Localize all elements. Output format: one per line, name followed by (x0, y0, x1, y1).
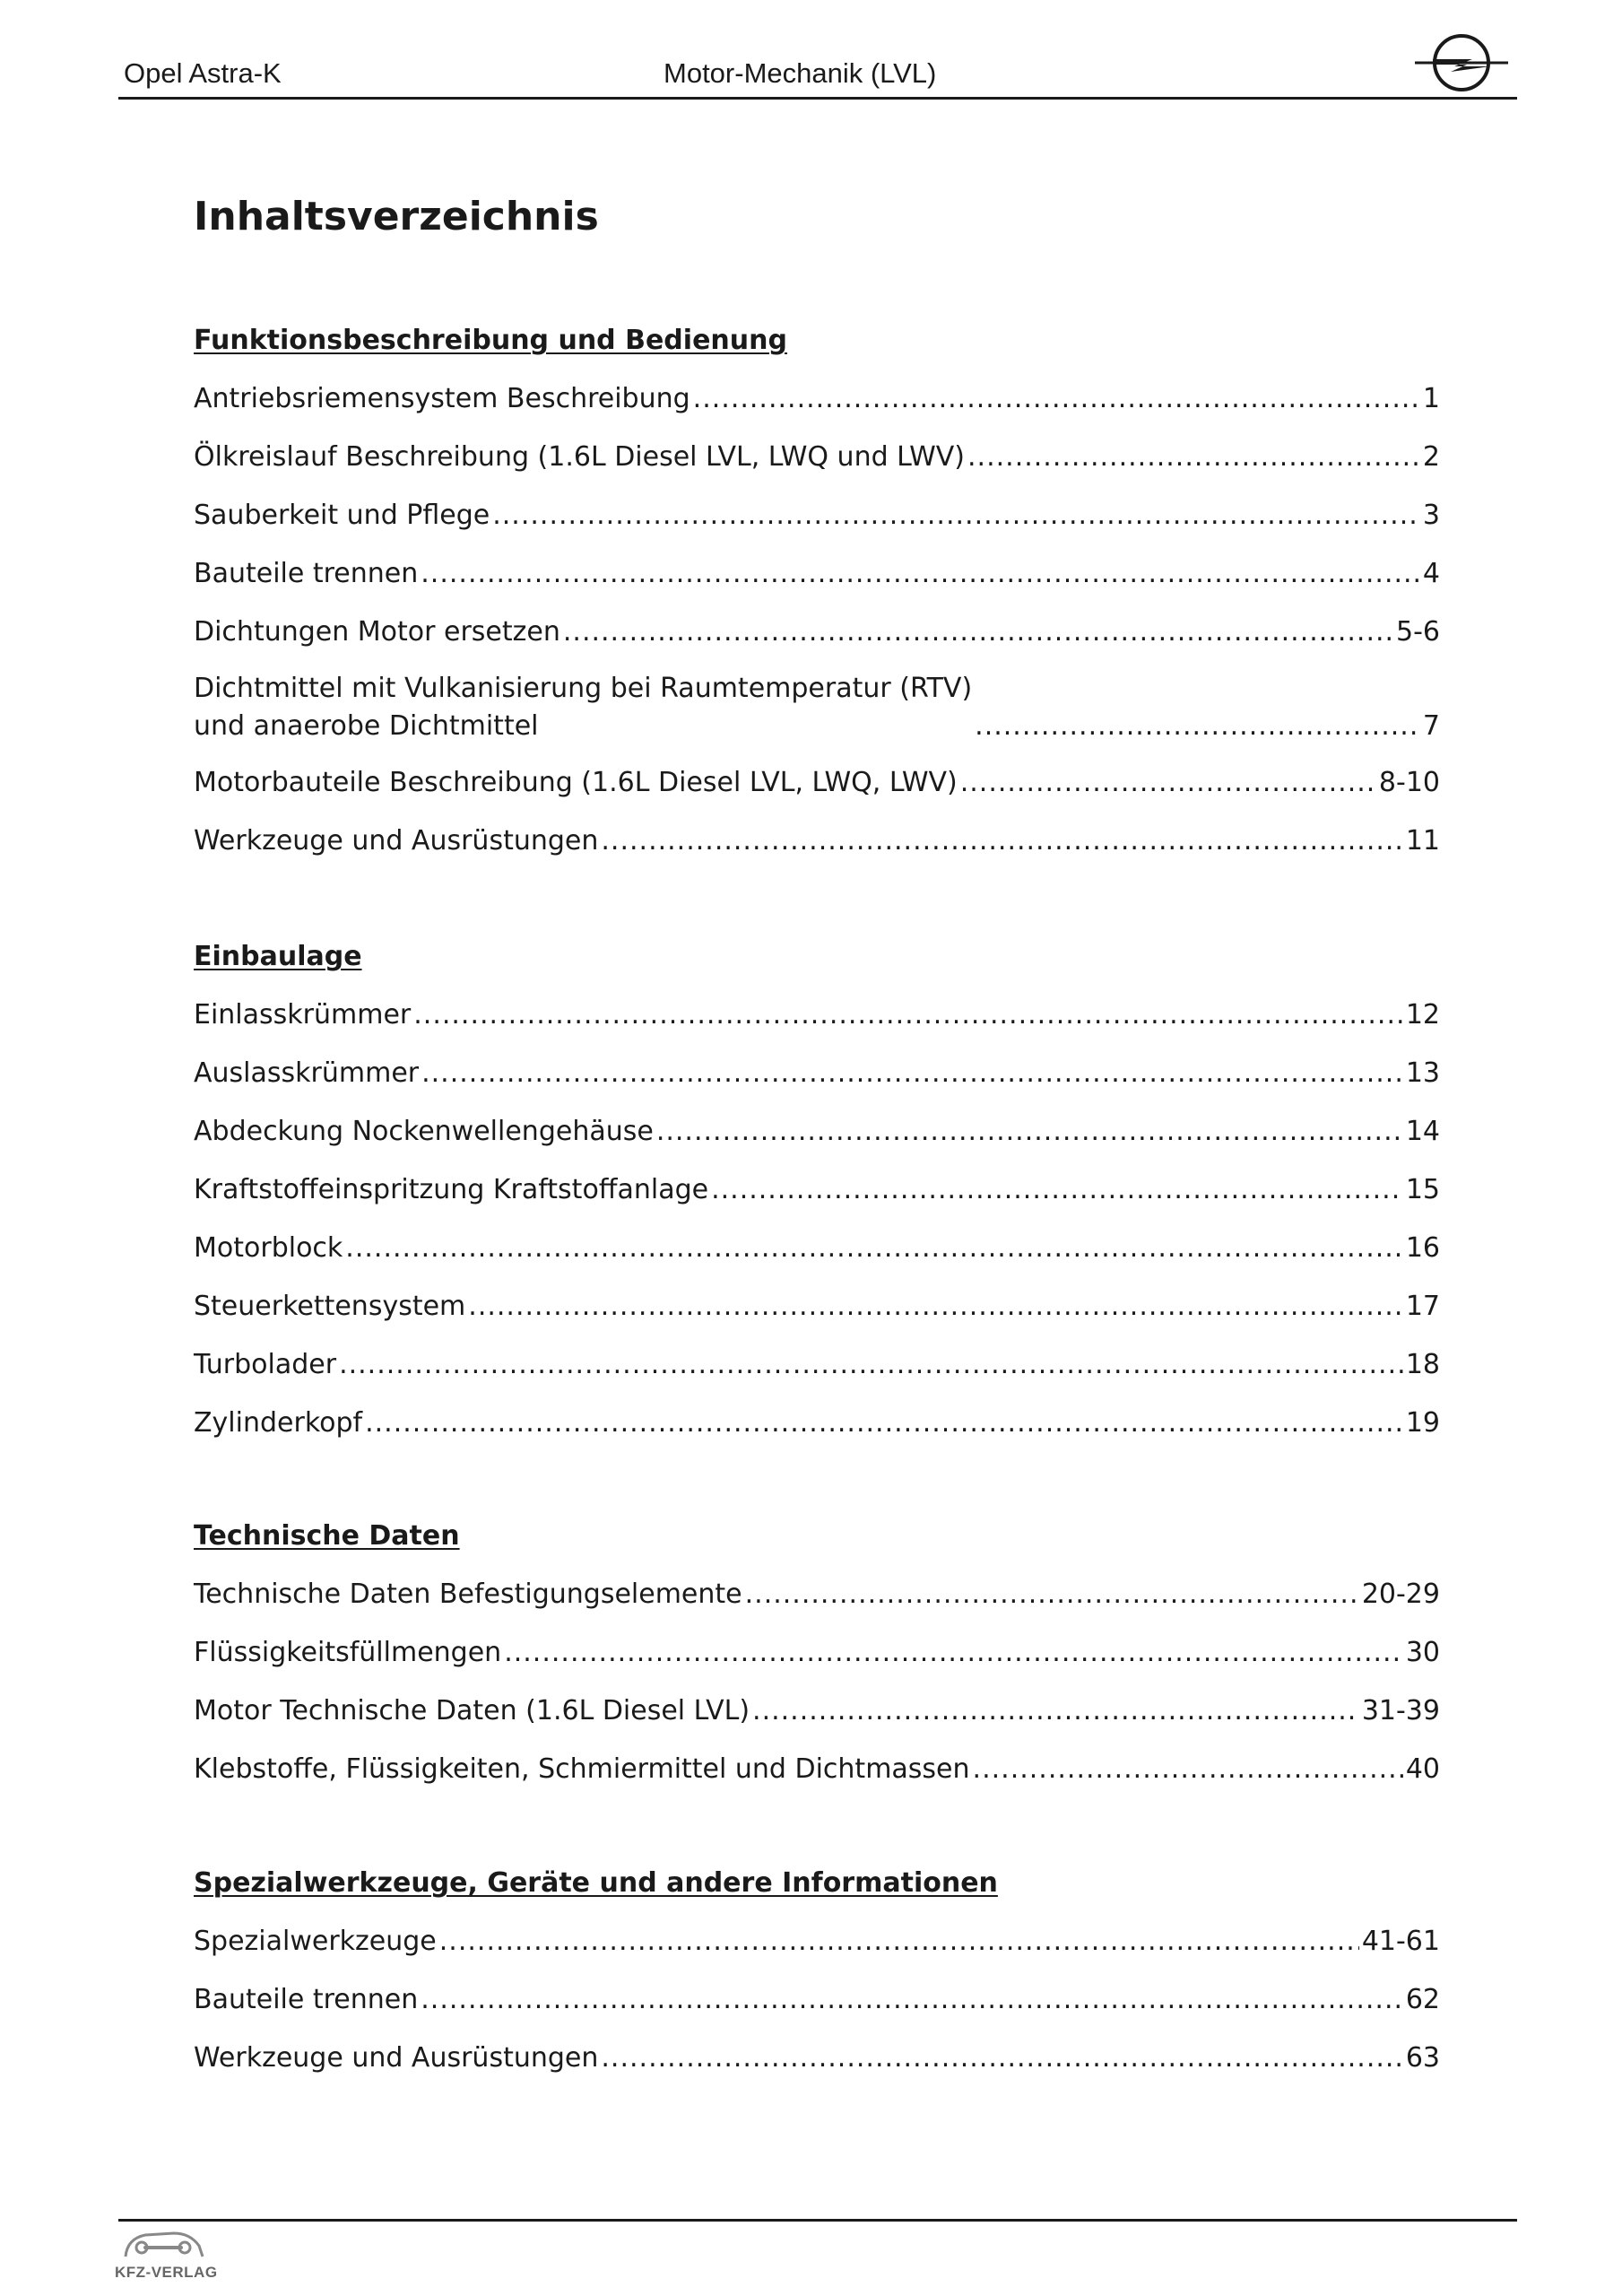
entry-page: 1 (1422, 383, 1440, 414)
toc-entry[interactable] (194, 1170, 1440, 1211)
dot-leader (468, 1286, 1403, 1327)
section-heading: Spezialwerkzeuge, Geräte und andere Informationen (194, 1867, 998, 1899)
toc-section-spezialwerkzeuge (194, 1863, 1440, 2096)
toc-entry[interactable] (194, 1344, 1440, 1386)
entry-title: Motor Technische Daten (1.6L Diesel LVL) (194, 1695, 750, 1726)
entry-page: 18 (1405, 1349, 1440, 1380)
entry-title: Ölkreislauf Beschreibung (1.6L Diesel LVL, LWQ und LWV) (194, 441, 966, 473)
toc-entry[interactable] (194, 1691, 1440, 1732)
opel-blitz-icon (1415, 27, 1508, 95)
entry-page: 2 (1422, 441, 1440, 473)
toc-entry[interactable] (194, 1749, 1440, 1790)
toc-entry[interactable] (194, 1403, 1440, 1444)
entry-page: 11 (1405, 825, 1440, 857)
entry-page: 14 (1405, 1116, 1440, 1147)
header-model: Opel Astra-K (124, 57, 282, 89)
entry-page: 13 (1405, 1057, 1440, 1089)
dot-leader (752, 1691, 1359, 1732)
entry-title: Dichtungen Motor ersetzen (194, 616, 560, 648)
toc-section-einbaulage (194, 936, 1440, 1461)
entry-title: Werkzeuge und Ausrüstungen (194, 825, 599, 857)
header-chapter: Motor-Mechanik (LVL) (664, 57, 937, 89)
dot-leader (693, 378, 1420, 420)
entry-title: Bauteile trennen (194, 558, 419, 589)
toc-entry[interactable] (194, 762, 1440, 804)
entry-title: Zylinderkopf (194, 1407, 363, 1439)
entry-title: Flüssigkeitsfüllmengen (194, 1637, 502, 1668)
dot-leader (656, 1111, 1403, 1152)
dot-leader (975, 708, 1420, 745)
entry-page: 5-6 (1396, 616, 1440, 648)
entry-page: 8-10 (1378, 767, 1440, 798)
toc-entry[interactable] (194, 1979, 1440, 2021)
entry-title: Einlasskrümmer (194, 999, 412, 1031)
entry-title: Kraftstoffeinspritzung Kraftstoffanlage (194, 1174, 709, 1205)
entry-page: 62 (1405, 1984, 1440, 2015)
dot-leader (960, 762, 1376, 804)
entry-title-block (194, 670, 972, 745)
entry-title: Bauteile trennen (194, 1984, 419, 2015)
toc-entry[interactable] (194, 995, 1440, 1036)
dot-leader (421, 553, 1420, 595)
entry-page: 16 (1405, 1232, 1440, 1264)
toc-entry[interactable] (194, 1574, 1440, 1615)
entry-page: 40 (1405, 1753, 1440, 1785)
dot-leader (504, 1632, 1403, 1674)
dot-leader (492, 495, 1420, 536)
dot-leader (973, 1749, 1403, 1790)
toc-entry[interactable] (194, 1632, 1440, 1674)
toc-entry[interactable] (194, 378, 1440, 420)
entry-page: 4 (1422, 558, 1440, 589)
toc-entry[interactable] (194, 437, 1440, 478)
toc-entry[interactable] (194, 495, 1440, 536)
entry-page: 3 (1422, 500, 1440, 531)
dot-leader (345, 1228, 1403, 1269)
entry-page: 15 (1405, 1174, 1440, 1205)
dot-leader (413, 995, 1403, 1036)
entry-title: Abdeckung Nockenwellengehäuse (194, 1116, 654, 1147)
entry-page: 30 (1405, 1637, 1440, 1668)
dot-leader (421, 1053, 1403, 1094)
entry-title: Technische Daten Befestigungselemente (194, 1578, 742, 1610)
entry-title: Sauberkeit und Pflege (194, 500, 490, 531)
footer-divider (118, 2219, 1517, 2222)
section-heading: Technische Daten (194, 1520, 460, 1552)
car-wrench-icon (118, 2226, 208, 2266)
page-header (118, 52, 1517, 100)
toc-entry[interactable] (194, 553, 1440, 595)
toc-entry[interactable] (194, 1921, 1440, 1962)
entry-title: Steuerkettensystem (194, 1291, 466, 1322)
entry-title: Auslasskrümmer (194, 1057, 420, 1089)
publisher-name: KFZ-VERLAG (115, 2264, 218, 2281)
entry-title-line2: und anaerobe Dichtmittel (194, 710, 539, 742)
toc-entry[interactable] (194, 821, 1440, 862)
entry-page: 20-29 (1361, 1578, 1440, 1610)
toc-entry[interactable] (194, 1111, 1440, 1152)
entry-page: 17 (1405, 1291, 1440, 1322)
entry-title-line1: Dichtmittel mit Vulkanisierung bei Raumtemperatur (RTV) (194, 673, 973, 704)
page-title: Inhaltsverzeichnis (194, 194, 599, 239)
dot-leader (365, 1403, 1403, 1444)
entry-title: Klebstoffe, Flüssigkeiten, Schmiermittel und Dichtmassen (194, 1753, 970, 1785)
toc-entry[interactable] (194, 1053, 1440, 1094)
entry-page: 7 (1422, 710, 1440, 742)
entry-title: Werkzeuge und Ausrüstungen (194, 2042, 599, 2074)
dot-leader (339, 1344, 1403, 1386)
entry-page: 63 (1405, 2042, 1440, 2074)
section-heading: Funktionsbeschreibung und Bedienung (194, 325, 787, 356)
entry-page: 19 (1405, 1407, 1440, 1439)
entry-title: Antriebsriemensystem Beschreibung (194, 383, 690, 414)
toc-entry[interactable] (194, 1228, 1440, 1269)
toc-entry[interactable] (194, 1286, 1440, 1327)
toc-entry[interactable] (194, 612, 1440, 653)
dot-leader (601, 2038, 1402, 2079)
publisher-logo (115, 2226, 231, 2289)
entry-page: 31-39 (1361, 1695, 1440, 1726)
entry-title: Spezialwerkzeuge (194, 1926, 437, 1957)
dot-leader (421, 1979, 1403, 2021)
dot-leader (439, 1921, 1359, 1962)
dot-leader (563, 612, 1393, 653)
toc-entry[interactable] (194, 2038, 1440, 2079)
section-heading: Einbaulage (194, 941, 362, 972)
entry-title: Motorblock (194, 1232, 343, 1264)
dot-leader (745, 1574, 1359, 1615)
entry-title: Turbolader (194, 1349, 337, 1380)
dot-leader (711, 1170, 1403, 1211)
toc-section-technische-daten (194, 1516, 1440, 1807)
dot-leader (967, 437, 1420, 478)
toc-section-funktionsbeschreibung (194, 320, 1440, 879)
toc-entry[interactable] (194, 670, 1440, 745)
entry-page: 41-61 (1361, 1926, 1440, 1957)
dot-leader (601, 821, 1402, 862)
entry-title: Motorbauteile Beschreibung (1.6L Diesel LVL, LWQ, LWV) (194, 767, 958, 798)
entry-page: 12 (1405, 999, 1440, 1031)
